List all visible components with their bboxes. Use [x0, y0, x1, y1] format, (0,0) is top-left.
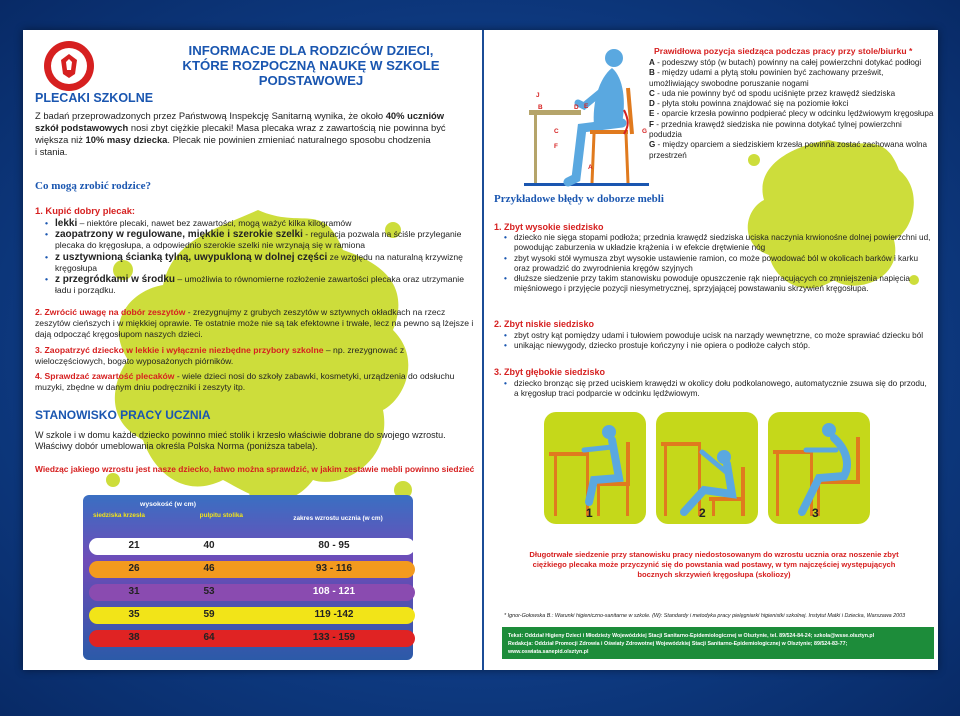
list-item: • dziecko nie sięga stopami podłoża; przednia krawędź siedziska uciska naczynia krwionośne dolnej powierzchni ud, powodując zaburzenia w układzie krążenia i w efekcie drętwienie nóg: [502, 233, 932, 254]
bad-posture-illustrations: [544, 412, 874, 527]
error-3-list: [502, 379, 932, 400]
posture-title: Prawidłowa pozycja siedząca podczas pracy przy stole/biurku *: [654, 46, 913, 56]
list-item: • z usztywnioną ścianką tylną, uwypukloną w dolnej części ze względu na naturalną krzywiznę kręgosłupa: [43, 252, 473, 274]
footer-line-1: Tekst: Oddział Higieny Dzieci i Młodzieży Wojewódzkiej Stacji Sanitarno-Epidemiologicznej w Olsztynie, tel. 89/524-84-24; szkola@wsse.olsztyn.pl: [508, 633, 875, 639]
footnote: * Ignor-Gołowska B.: Warunki higieniczno-sanitarne w szkole. (W): Standardy i metodyka pracy pielęgniarki higienistki szkolnej. Instytut Matki i Dziecka, Warszawa 2003: [504, 613, 906, 619]
header-line-2: KTÓRE ROZPOCZNĄ NAUKĘ W SZKOLE PODSTAWOWEJ: [182, 58, 440, 88]
list-item: E - oparcie krzesła powinno podpierać plecy w odcinku lędźwiowym kręgosłupa: [649, 109, 934, 119]
figure-number-3: 3: [812, 506, 819, 520]
right-column: [484, 30, 938, 670]
list-item: B - między udami a płytą stołu powinien być zachowany prześwit, umożliwiający swobodne poruszanie nogami: [649, 68, 884, 88]
error-2-title: 2. Zbyt niskie siedzisko: [494, 319, 595, 329]
list-item: • zaopatrzony w regulowane, miękkie i szerokie szelki - regulacja pozwala na ściśle przyleganie plecaka do kręgosłupa, a odpowiednio szerokie szelki nie wrzynają się w ramiona: [43, 229, 473, 251]
list-item: • zbyt wysoki stół wymusza zbyt wysokie ustawienie ramion, co może powodować ból w okolicach barków i karku oraz prowadzić do zwyrodnienia kręgów szyjnych: [502, 254, 932, 275]
step-2: 2. Zwrócić uwagę na dobór zeszytów - zrezygnujmy z grubych zeszytów w sztywnych okładkach na rzecz zeszytów cieńszych i w miękkiej oprawie. Te ostatnie może nie są tak efektowne i trwałe, lecz na pewno są lżejsze i dają odpocząć kręgosłupom naszych dzieci.: [35, 307, 474, 340]
errors-title: Przykładowe błędy w doborze mebli: [494, 193, 664, 205]
section-title-backpacks: PLECAKI SZKOLNE: [35, 91, 154, 105]
error-3-title: 3. Zbyt głębokie siedzisko: [494, 367, 606, 377]
figure-label-c: C: [554, 128, 559, 135]
parents-title: Co mogą zrobić rodzice?: [35, 180, 151, 192]
table-row: 21 40 80 - 95: [89, 538, 415, 556]
footer-bar: [502, 627, 934, 659]
left-column: [23, 30, 482, 670]
figure-label-b: B: [538, 104, 543, 111]
list-item: • dłuższe siedzenie przy takim stanowisku powoduje opuszczenie rąk niepracujących co zmniejszenia napięcia mięśniowego i przyjęcie pozycji niesymetrycznej, sprzyjającej powstawaniu skrzywień kręgosłupa.: [502, 274, 932, 295]
posture-list: [649, 58, 934, 161]
step-4: 4. Sprawdzać zawartość plecaków - wiele dzieci nosi do szkoły zabawki, kosmetyki, urządzenia do odsłuchu muzyki, zbędne w danym dniu podręczniki i zeszyty itp.: [35, 371, 455, 393]
inspection-logo: [43, 40, 95, 92]
table-row: 31 53 108 - 121: [89, 584, 415, 602]
list-item: • zbyt ostry kąt pomiędzy udami i tułowiem powoduje ucisk na narządy wewnętrzne, co może sprawiać dziecku ból: [502, 331, 932, 341]
error-1-list: [502, 233, 932, 295]
col-head-range: zakres wzrostu ucznia (w cm): [293, 515, 383, 522]
list-item: F - przednia krawędź siedziska nie powinna dotykać tylnej powierzchni podudzia: [649, 119, 902, 140]
list-item: • dziecko bronząc się przed uciskiem krawędzi w okolicy dołu podkolanowego, automatycznie zsuwa się do przodu, a kręgosłup traci podparcie w odcinku lędźwiowym.: [502, 379, 932, 400]
col-head-desk: pulpitu stolika: [199, 512, 243, 519]
leaflet-page: [23, 30, 938, 670]
figure-label-f: F: [554, 143, 558, 150]
table-row: 35 59 119 -142: [89, 607, 415, 625]
figure-number-2: 2: [699, 506, 706, 520]
list-item: • lekki – niektóre plecaki, nawet bez zawartości, mogą ważyć kilka kilogramów: [43, 218, 473, 229]
list-item: D - płyta stołu powinna znajdować się na poziomie łokci: [649, 99, 849, 109]
list-item: • unikając niewygody, dziecko prostuje kończyny i nie opiera o podłoże całych stóp.: [502, 341, 932, 351]
section-title-workstation: STANOWISKO PRACY UCZNIA: [35, 408, 211, 422]
figure-label-j: J: [536, 92, 540, 99]
figure-number-1: 1: [586, 506, 593, 520]
error-1-title: 1. Zbyt wysokie siedzisko: [494, 222, 604, 232]
furniture-size-table: [83, 495, 423, 665]
error-2-list: [502, 331, 932, 352]
posture-figure: [524, 48, 649, 188]
list-item: A - podeszwy stóp (w butach) powinny na całej powierzchni dotykać podłogi: [649, 58, 922, 67]
table-row: 38 64 133 - 159: [89, 630, 415, 648]
col-head-chair: siedziska krzesła: [93, 512, 145, 519]
col-head-height: wysokość (w cm): [140, 501, 196, 508]
step-1-list: [43, 218, 473, 296]
workstation-warning: Wiedząc jakiego wzrostu jest nasze dziecko, łatwo można sprawdzić, w jakim zestawie mebli powinno siedzieć: [35, 464, 475, 474]
figure-label-a: A: [588, 164, 593, 171]
list-item: • z przegródkami w środku – umożliwia to równomierne rozłożenie zawartości plecaka oraz utrzymanie ładu i porządku.: [43, 274, 473, 296]
step-3: 3. Zaopatrzyć dziecko w lekkie i wyłącznie niezbędne przybory szkolne – np. zrezygnować z wieloczęściowych, bogato wyposażonych piórników.: [35, 345, 405, 367]
footer-line-2: Redakcja: Oddział Promocji Zdrowia i Oświaty Zdrowotnej Wojewódzkiej Stacji Sanitarno-Epidemiologicznej w Olsztynie; 89/524-83-77; www.oswiata.sanepid.olsztyn.pl: [508, 641, 848, 655]
figure-label-d: D: [574, 104, 579, 111]
intro-paragraph: Z badań przeprowadzonych przez Państwową Inspekcję Sanitarną wynika, że około 40% uczniów szkół podstawowych nosi zbyt ciężkie plecaki! Masa plecaka wraz z zawartością nie powinna być większa niż 10% masy dziecka. Plecak nie powinien zmieniać naturalnego sposobu chodzenia i stania.: [35, 110, 446, 157]
figure-label-g: G: [642, 128, 647, 135]
header-line-1: INFORMACJE DLA RODZICÓW DZIECI,: [188, 43, 434, 58]
workstation-paragraph: W szkole i w domu każde dziecko powinno mieć stolik i krzesło właściwie dobrane do swojego wzrostu. Właściwy dobór umeblowania określa Polska Norma (poniższa tabela).: [35, 430, 446, 452]
list-item: C - uda nie powinny być od spodu uciśnięte przez krawędź siedziska: [649, 88, 896, 98]
figure-caption: Długotrwałe siedzenie przy stanowisku pracy niedostosowanym do wzrostu ucznia oraz noszenie zbyt ciężkiego plecaka może przyczynić się do powstania wad postawy, w tym najczęściej występujących bocznych skrzywień kręgosłupa (skoliozy): [529, 550, 899, 579]
figure-label-e: E: [584, 103, 589, 110]
list-item: G - między oparciem a siedziskiem krzesła powinna zostać zachowana wolna przestrzeń: [649, 140, 928, 160]
step-1-title: 1. Kupić dobry plecak:: [35, 205, 136, 216]
table-row: 26 46 93 - 116: [89, 561, 415, 579]
